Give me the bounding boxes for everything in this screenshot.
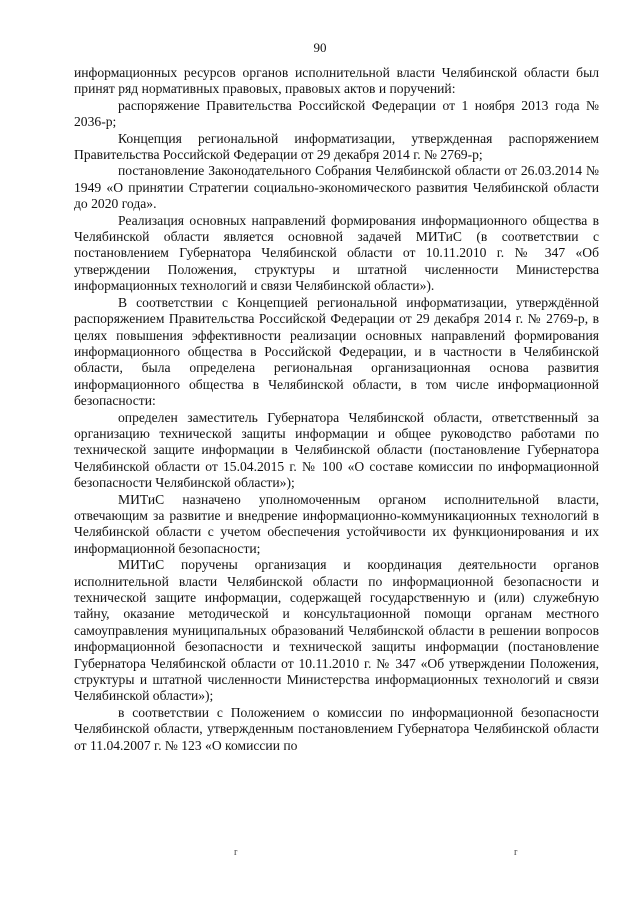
paragraph: информационных ресурсов органов исполнительной власти Челябинской области был принят ряд нормативных правовых, правовых актов и поручений:	[74, 65, 599, 97]
paragraph: В соответствии с Концепцией региональной информатизации, утверждённой распоряжением Правительства Российской Федерации от 29 декабря 2014 г. № 2769-р, в целях повышения эффективности реализации основных направлений формирования информационного общества в Российской Федерации, и в частности в Челябинской области, была определена региональная организационная основа развития информационного общества в Челябинской области, в том числе информационной безопасности:	[74, 294, 599, 409]
paragraph: Концепция региональной информатизации, утвержденная распоряжением Правительства Российской Федерации от 29 декабря 2014 г. № 2769-р;	[74, 130, 599, 163]
paragraph: в соответствии с Положением о комиссии по информационной безопасности Челябинской области, утвержденным постановлением Губернатора Челябинской области от 11.04.2007 г. № 123 «О комиссии по	[74, 704, 599, 753]
paragraph: постановление Законодательного Собрания Челябинской области от 26.03.2014 № 1949 «О принятии Стратегии социально-экономического развития Челябинской области до 2020 года».	[74, 163, 599, 212]
footer-mark: r	[514, 847, 518, 858]
paragraph: МИТиС поручены организация и координация деятельности органов исполнительной власти Челябинской области по информационной безопасности и технической защите информации, содержащей государственную и (или) служебную тайну, оказание методической и консультационной помощи органам местного самоуправления муниципальных образований Челябинской области в решении вопросов информационной безопасности и технической защиты информации (постановление Губернатора Челябинской области от 10.11.2010 г. № 347 «Об утверждении Положения, структуры и штатной численности Министерства информационных технологий и связи Челябинской области»);	[74, 557, 599, 704]
body-text	[74, 65, 599, 754]
footer-mark: r	[234, 847, 238, 858]
paragraph: МИТиС назначено уполномоченным органом исполнительной власти, отвечающим за развитие и внедрение информационно-коммуникационных технологий в Челябинской области с учетом обеспечения устойчивости их функционирования и их информационной безопасности;	[74, 491, 599, 556]
paragraph: Реализация основных направлений формирования информационного общества в Челябинской области является основной задачей МИТиС (в соответствии с постановлением Губернатора Челябинской области от 10.11.2010 г. № 347 «Об утверждении Положения, структуры и штатной численности Министерства информационных технологий и связи Челябинской области»).	[74, 212, 599, 294]
paragraph: определен заместитель Губернатора Челябинской области, ответственный за организацию технической защиты информации и общее руководство работами по технической защите информации в Челябинской области (постановление Губернатора Челябинской области от 15.04.2015 г. № 100 «О составе комиссии по информационной безопасности Челябинской области»);	[74, 409, 599, 491]
paragraph: распоряжение Правительства Российской Федерации от 1 ноября 2013 года № 2036-р;	[74, 97, 599, 130]
page-number: 90	[313, 40, 327, 55]
